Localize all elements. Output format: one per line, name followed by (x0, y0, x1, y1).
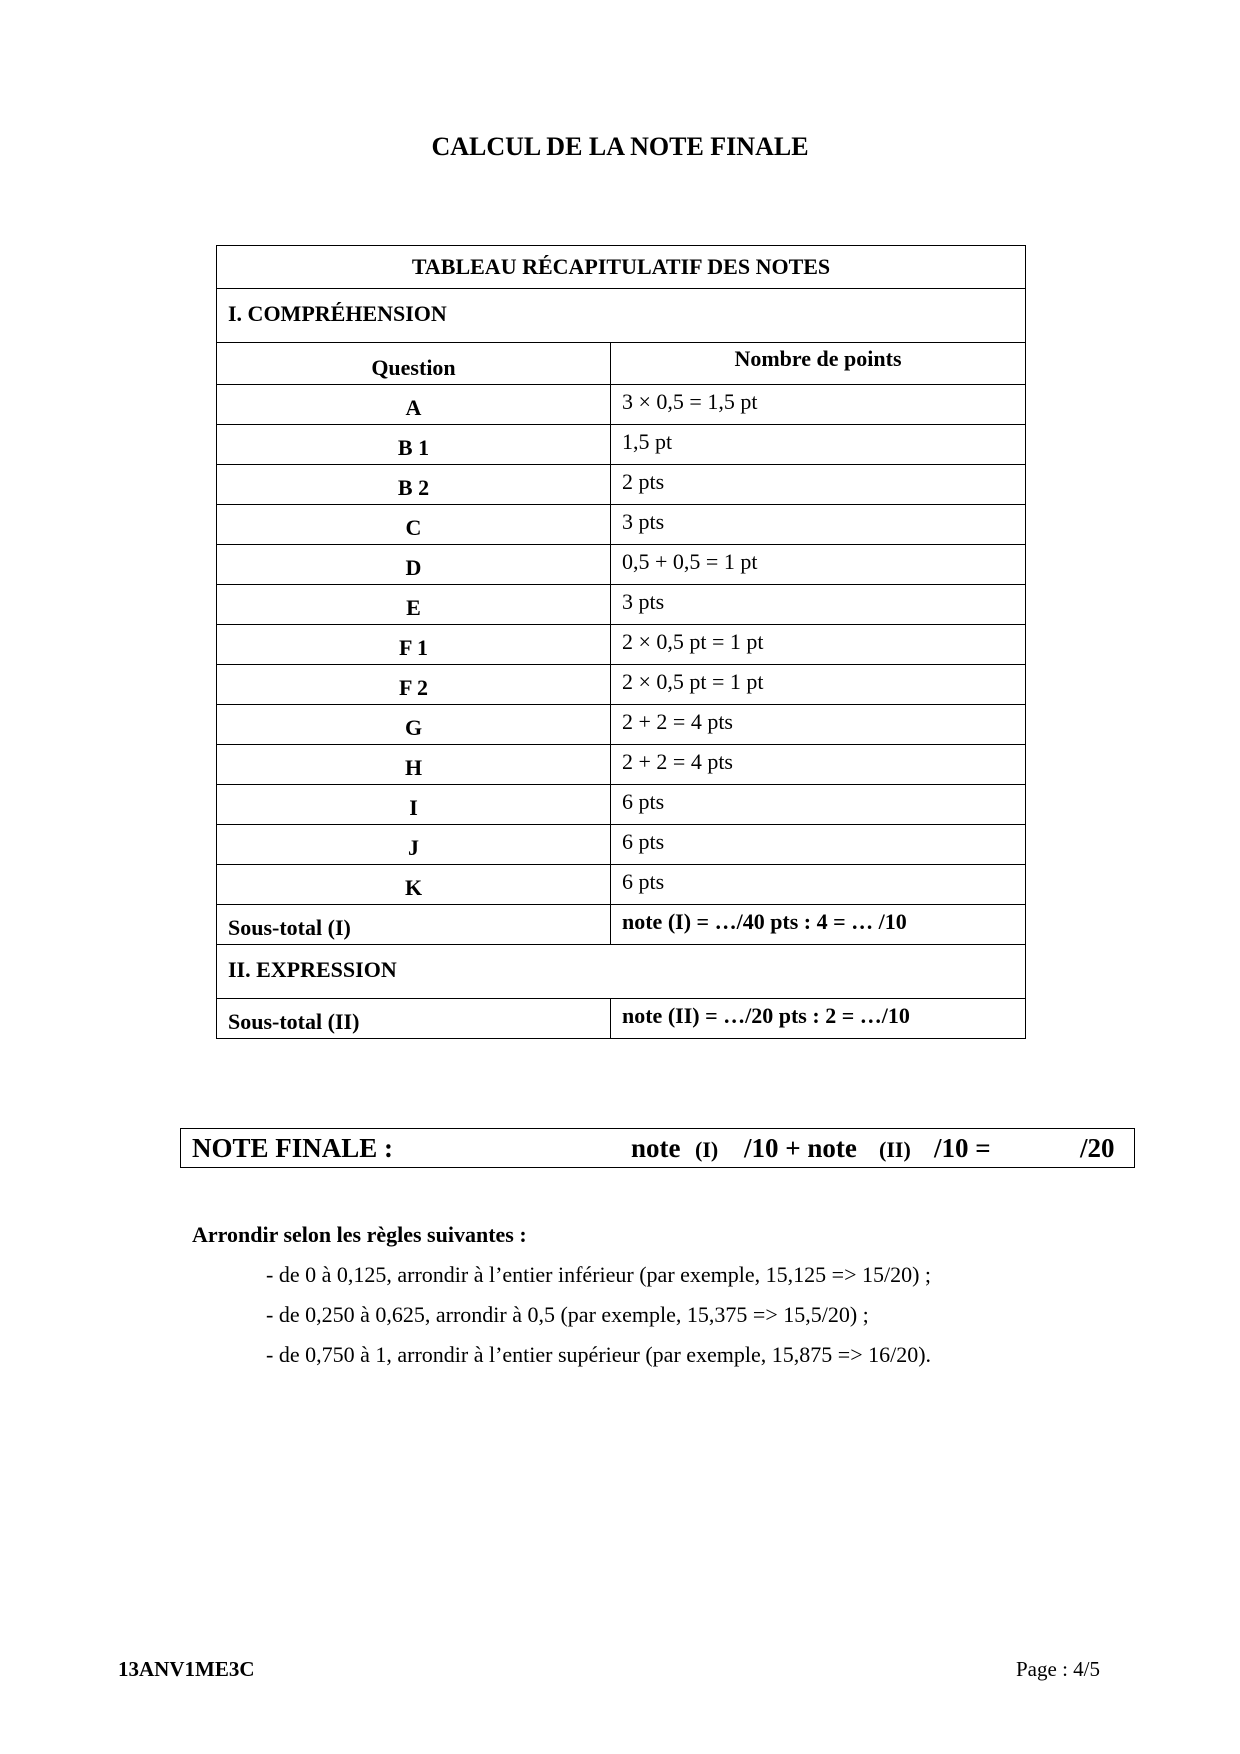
column-header-row (217, 343, 1026, 385)
table-row (217, 745, 1026, 785)
table-header: TABLEAU RÉCAPITULATIF DES NOTES (217, 246, 1026, 289)
final-ref2: (II) (879, 1137, 911, 1162)
points-cell: 0,5 + 0,5 = 1 pt (611, 545, 1026, 585)
table-header-row (217, 246, 1026, 289)
question-cell: K (217, 865, 611, 905)
rounding-rule: - de 0,750 à 1, arrondir à l’entier supérieur (par exemple, 15,875 => 16/20). (266, 1342, 932, 1367)
final-part1: /10 + note (744, 1133, 857, 1163)
table-row (217, 465, 1026, 505)
rounding-title: Arrondir selon les règles suivantes : (192, 1222, 527, 1247)
points-cell: 3 pts (611, 585, 1026, 625)
question-cell: H (217, 745, 611, 785)
page-title: CALCUL DE LA NOTE FINALE (431, 132, 809, 161)
question-cell: B 1 (217, 425, 611, 465)
points-cell: 1,5 pt (611, 425, 1026, 465)
table-row (217, 825, 1026, 865)
table-row (217, 505, 1026, 545)
points-cell: 6 pts (611, 785, 1026, 825)
table-row (217, 785, 1026, 825)
table-row (217, 625, 1026, 665)
subtotal-row (217, 905, 1026, 945)
rounding-rule: - de 0 à 0,125, arrondir à l’entier inférieur (par exemple, 15,125 => 15/20) ; (266, 1262, 932, 1287)
subtotal1-value: note (I) = …/40 pts : 4 = … /10 (611, 905, 1026, 945)
points-cell: 6 pts (611, 825, 1026, 865)
final-part2: /10 = (934, 1133, 991, 1163)
points-cell: 6 pts (611, 865, 1026, 905)
column-header-question: Question (217, 343, 611, 385)
final-note1-word: note (631, 1133, 681, 1163)
table-row (217, 585, 1026, 625)
table-row (217, 545, 1026, 585)
column-header-points: Nombre de points (611, 343, 1026, 385)
question-cell: D (217, 545, 611, 585)
question-cell: C (217, 505, 611, 545)
question-cell: G (217, 705, 611, 745)
rounding-rule: - de 0,250 à 0,625, arrondir à 0,5 (par exemple, 15,375 => 15,5/20) ; (266, 1302, 869, 1327)
page-number: Page : 4/5 (1016, 1657, 1100, 1681)
section-comprehension: I. COMPRÉHENSION (217, 289, 1026, 343)
points-cell: 2 + 2 = 4 pts (611, 745, 1026, 785)
subtotal1-label: Sous-total (I) (217, 905, 611, 945)
points-cell: 2 pts (611, 465, 1026, 505)
question-cell: F 2 (217, 665, 611, 705)
question-cell: A (217, 385, 611, 425)
subtotal2-value: note (II) = …/20 pts : 2 = …/10 (611, 999, 1026, 1039)
final-total: /20 (1080, 1133, 1115, 1163)
points-cell: 2 × 0,5 pt = 1 pt (611, 625, 1026, 665)
points-cell: 3 × 0,5 = 1,5 pt (611, 385, 1026, 425)
final-ref1: (I) (695, 1137, 719, 1162)
section-expression: II. EXPRESSION (217, 945, 1026, 999)
document-code: 13ANV1ME3C (118, 1657, 255, 1681)
question-cell: J (217, 825, 611, 865)
section-row (217, 945, 1026, 999)
section-row (217, 289, 1026, 343)
table-row (217, 865, 1026, 905)
final-grade-label: NOTE FINALE : (192, 1133, 394, 1163)
table-row (217, 705, 1026, 745)
summary-table (216, 245, 1026, 1039)
points-cell: 3 pts (611, 505, 1026, 545)
question-cell: B 2 (217, 465, 611, 505)
points-cell: 2 × 0,5 pt = 1 pt (611, 665, 1026, 705)
table-row (217, 665, 1026, 705)
points-cell: 2 + 2 = 4 pts (611, 705, 1026, 745)
subtotal-row (217, 999, 1026, 1039)
question-cell: F 1 (217, 625, 611, 665)
table-row (217, 425, 1026, 465)
subtotal2-label: Sous-total (II) (217, 999, 611, 1039)
final-grade-box (180, 1128, 1135, 1168)
question-cell: I (217, 785, 611, 825)
question-cell: E (217, 585, 611, 625)
table-row (217, 385, 1026, 425)
